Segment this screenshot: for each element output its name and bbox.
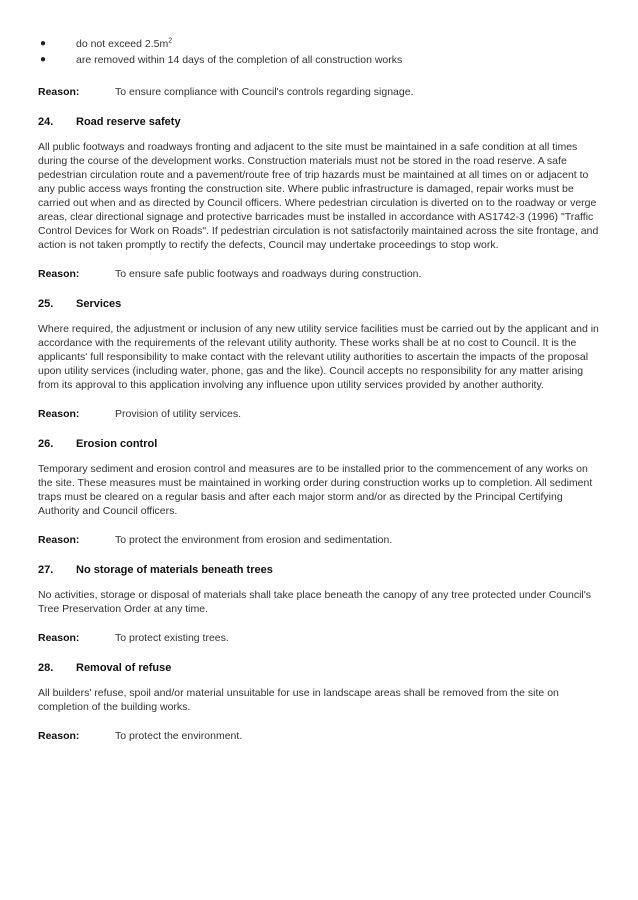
section-body: Temporary sediment and erosion control and measures are to be installed prior to the commencement of any works on the site. These measures must be maintained in working order during construction works up to completion. All sediment traps must be cleared on a regular basis and after each major storm and/or as directed by the Principal Certifying Authority and Council officers. [38,463,593,517]
reason-label: Reason: [38,86,80,98]
reason-row [38,84,602,100]
reason-row [38,630,602,646]
list-item [38,52,602,68]
section-number: 28. [38,662,54,674]
section-number: 27. [38,564,54,576]
section-heading [38,296,602,312]
section-title: No storage of materials beneath trees [76,564,273,576]
section-title: Removal of refuse [76,662,172,674]
section-title: Erosion control [76,438,158,450]
section-heading [38,436,602,452]
reason-text: To ensure compliance with Council's controls regarding signage. [115,86,414,98]
reason-label: Reason: [38,268,80,280]
section-number: 25. [38,298,54,310]
reason-text: To protect existing trees. [115,632,229,644]
reason-label: Reason: [38,632,80,644]
section-heading [38,660,602,676]
bullet-icon: ● [40,38,47,49]
section-body: No activities, storage or disposal of materials shall take place beneath the canopy of any tree protected under Council's Tree Preservation Order at any time. [38,589,591,615]
reason-label: Reason: [38,534,80,546]
reason-text: To protect the environment. [115,730,243,742]
section-heading [38,562,602,578]
reason-row [38,728,602,744]
reason-row [38,266,602,282]
reason-text: To ensure safe public footways and roadways during construction. [115,268,422,280]
section-body: Where required, the adjustment or inclusion of any new utility service facilities must be carried out by the applicant and in accordance with the requirements of the relevant utility authority. These works shall be at no cost to Council. It is the applicants' full responsibility to make contact with the relevant utility authorities to ascertain the impacts of the proposal upon utility services (including water, phone, gas and the like). Council accepts no responsibility for any matter arising from its approval to this application involving any influence upon utility services provided by another authority. [38,323,599,391]
bullet-text: are removed within 14 days of the completion of all construction works [76,54,403,66]
superscript: 2 [168,37,173,45]
reason-row [38,532,602,548]
reason-label: Reason: [38,730,80,742]
section-title: Services [76,298,122,310]
bullet-list [38,36,602,68]
section-heading [38,114,602,130]
section-title: Road reserve safety [76,116,181,128]
section-body: All builders' refuse, spoil and/or material unsuitable for use in landscape areas shall be removed from the site on completion of the building works. [38,687,559,713]
reason-label: Reason: [38,408,80,420]
reason-text: Provision of utility services. [115,408,242,420]
section-body: All public footways and roadways fronting and adjacent to the site must be maintained in a safe condition at all times during the course of the development works. Construction materials must not be stored in the road reserve. A safe pedestrian circulation route and a pavement/route free of trip hazards must be maintained at all times on or adjacent to any public access ways fronting the construction site. Where public infrastructure is damaged, repair works must be carried out when and as directed by Council officers. Where pedestrian circulation is diverted on to the roadway or verge areas, clear directional signage and protective barricades must be installed in accordance with AS1742-3 (1996) "Traffic Control Devices for Work on Roads". If pedestrian circulation is not satisfactorily maintained across the site frontage, and action is not taken promptly to rectify the defects, Council may undertake proceedings to stop work. [38,141,599,251]
bullet-text: do not exceed 2.5m [76,38,169,50]
bullet-icon: ● [40,54,47,65]
section-number: 26. [38,438,54,450]
reason-row [38,406,602,422]
reason-text: To protect the environment from erosion and sedimentation. [115,534,393,546]
section-number: 24. [38,116,54,128]
list-item [38,36,602,52]
document-page [38,36,602,758]
